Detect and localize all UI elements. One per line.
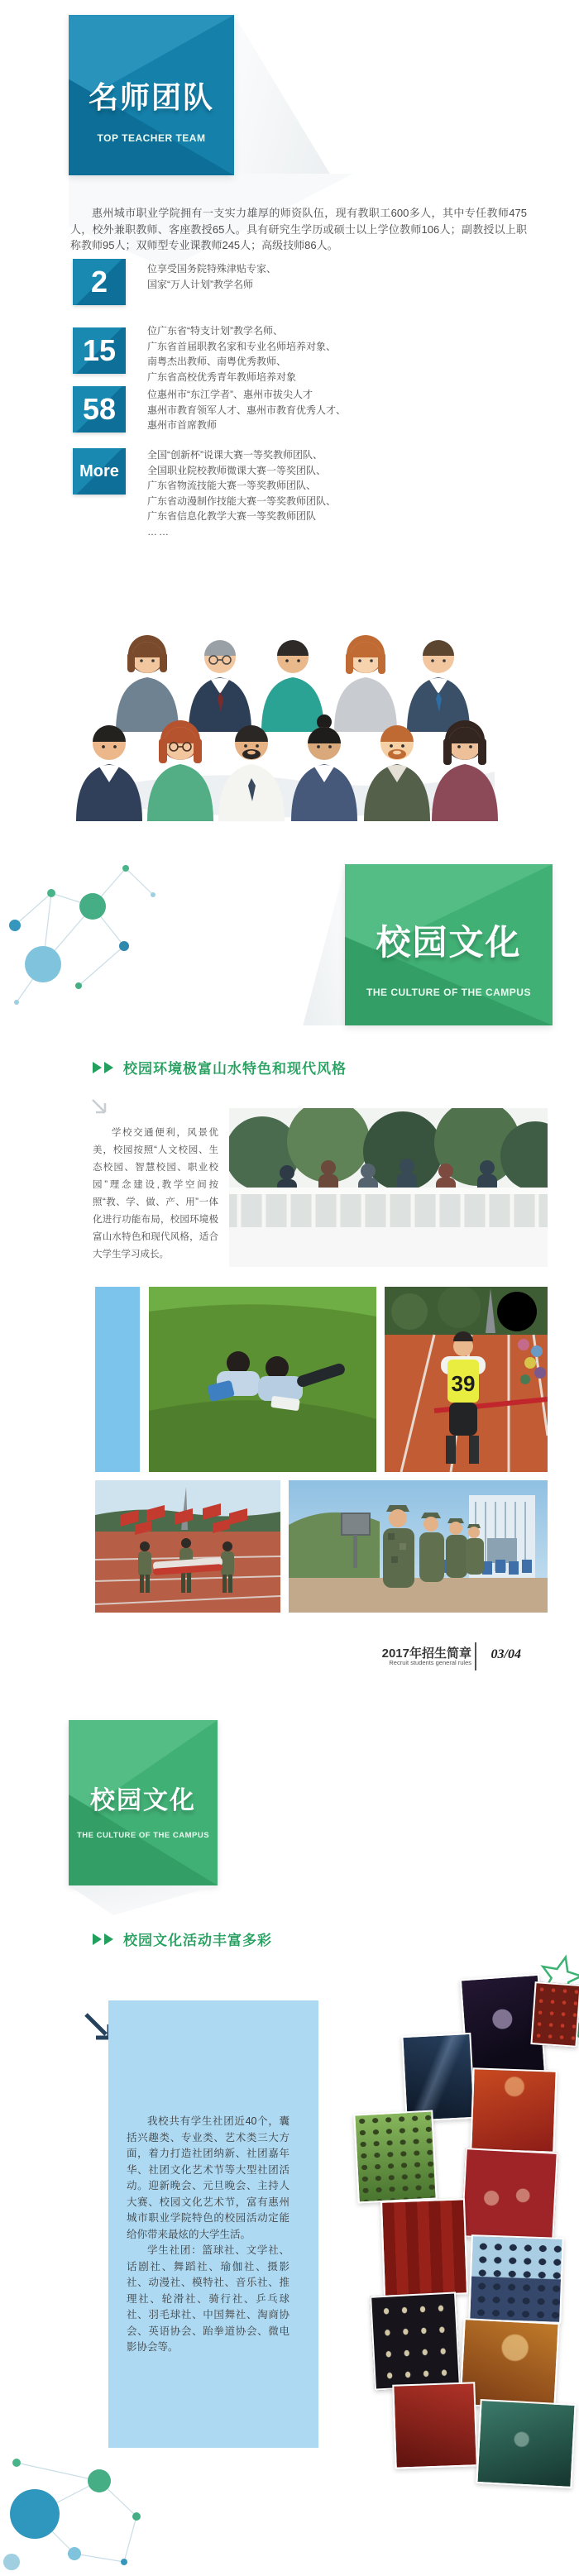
stat-description	[147, 447, 336, 539]
footer-title: 2017年招生简章	[381, 1646, 471, 1661]
stat-value: 2	[90, 265, 108, 299]
stat-description	[147, 261, 276, 292]
collage-photo-outdoor-crowd	[353, 2110, 438, 2204]
network-dots-decoration-top	[0, 845, 170, 1023]
heading-text: 校园环境极富山水特色和现代风格	[123, 1061, 347, 1077]
activities-text-panel	[108, 2000, 318, 2448]
collage-photo-red-flowers	[530, 1981, 579, 2048]
photo-campus-bridge-students	[229, 1108, 548, 1267]
campus-section-title: 校园文化	[376, 923, 522, 962]
activities-photo-collage	[324, 1970, 579, 2499]
stat-line: 惠州市教育领军人才、惠州市教育优秀人才、	[147, 404, 347, 416]
photo-flag-parade	[95, 1480, 280, 1613]
stat-line: 惠州市首席教师	[147, 419, 218, 431]
network-dots-decoration-bottom	[0, 2438, 165, 2576]
stat-description	[147, 323, 336, 385]
collage-photo-blue-stage	[401, 2033, 475, 2122]
teacher-section-header	[69, 15, 234, 175]
stat-line: 广东省物流技能大赛一等奖教师团队、	[147, 480, 317, 491]
arrow-right-icon	[93, 1933, 102, 1945]
stat-line: 广东省高校优秀青年教师培养对象	[147, 370, 297, 383]
grass-photo-art	[149, 1287, 376, 1472]
arrow-right-icon	[93, 1062, 102, 1073]
stat-value-box	[73, 448, 126, 495]
stat-line: 广东省动漫制作技能大赛一等奖教师团队、	[147, 495, 337, 507]
activities-paragraph-1: 我校共有学生社团近40个，囊括兴趣类、专业类、艺术类三大方面，着力打造社团纳新、社团嘉年华、社团文化艺术节等大型社团活动。迎新晚会、元旦晚会、主持人大赛、校园文化艺术节，富有惠州城市职业学院特色的校园活动定能给你带来最炫的大学生活。	[127, 2115, 290, 2240]
activities-paragraph-2: 学生社团：篮球社、文学社、话剧社、舞蹈社、瑜伽社、摄影社、动漫社、模特社、音乐社、推理社、轮滑社、骑行社、乒乓球社、羽毛球社、中国舞社、淘商协会、英语协会、跆拳道协会、微电影协会等。	[127, 2244, 290, 2353]
stat-line: ……	[147, 525, 170, 538]
stat-description	[147, 387, 346, 433]
campus-environment-heading	[93, 1057, 347, 1078]
flag-parade-photo-art	[95, 1480, 280, 1613]
activities-section-header	[69, 1720, 218, 1885]
campus-section-subtitle: THE CULTURE OF THE CAMPUS	[366, 987, 531, 998]
photo-students-reading-on-grass	[149, 1287, 376, 1472]
teacher-section-title: 名师团队	[88, 80, 214, 114]
footer-divider	[475, 1642, 476, 1670]
campus-header-fold	[291, 867, 345, 1025]
stat-value-box	[73, 259, 126, 305]
arrow-right-icon	[104, 1062, 113, 1073]
military-photo-art	[289, 1480, 548, 1613]
campus-section-header	[345, 864, 553, 1025]
stat-value: 15	[82, 333, 117, 367]
collage-photo-night-crowd	[370, 2292, 461, 2390]
stat-value: 58	[82, 392, 117, 426]
collage-photo-teal-dance	[476, 2399, 576, 2488]
page-number: 03/04	[490, 1647, 521, 1661]
activities-heading	[93, 1928, 272, 1949]
footer-subtitle: Recruit students general rules	[389, 1659, 471, 1666]
stat-row	[73, 259, 536, 308]
activities-section-title: 校园文化	[90, 1787, 196, 1814]
stat-line: 位广东省“特支计划”教学名师、	[147, 325, 283, 337]
arrow-right-icon	[104, 1933, 113, 1945]
bridge-photo-art	[229, 1108, 548, 1267]
stat-row	[73, 385, 536, 439]
collage-photo-red-stage	[470, 2067, 557, 2153]
stat-row	[73, 445, 536, 540]
photo-sports-runner-finish	[385, 1287, 548, 1472]
collage-photo-stage-curtain	[380, 2198, 468, 2296]
heading-text: 校园文化活动丰富多彩	[123, 1933, 272, 1948]
stat-value-box	[73, 386, 126, 433]
network-lines	[15, 868, 153, 1002]
activities-paragraphs	[127, 2114, 290, 2356]
stat-line: 位惠州市“东江学者”、惠州市拔尖人才	[147, 389, 313, 400]
collage-photo-red-performance	[392, 2382, 477, 2468]
stat-line: 南粤杰出教师、南粤优秀教师、	[147, 356, 287, 367]
stat-value: More	[79, 461, 119, 480]
stat-value-box	[73, 327, 126, 374]
header-page-fold	[234, 15, 358, 175]
teacher-intro-paragraph: 惠州城市职业学院拥有一支实力雄厚的师资队伍，现有教职工600多人，其中专任教师475人，校外兼职教师、客座教授65人。具有研究生学历或硕士以上学位教师106人；副教授以上职称教师95人；双师型专业课教师245人；高级技师86人。	[70, 207, 527, 251]
runner-photo-art	[385, 1287, 548, 1472]
blue-accent-bar	[95, 1287, 140, 1472]
stat-line: 广东省首届职教名家和专业名师培养对象、	[147, 340, 337, 352]
teachers-group-illustration	[74, 533, 505, 823]
stat-line: 全国职业院校教师微课大赛一等奖团队、	[147, 464, 327, 476]
runner-bib-number: 39	[451, 1371, 476, 1396]
campus-environment-paragraph: 学校交通便利，风景优美，校园按照“人文校园、生态校园、智慧校园、职业校园”理念建设,教学空间按照“教、学、做、产、用”一体化进行功能布局，校园环境极富山水特色和现代风格，适合大学生学习成长。	[93, 1128, 218, 1259]
page-footer	[356, 1644, 554, 1674]
activities-section-subtitle: THE CULTURE OF THE CAMPUS	[76, 1831, 210, 1840]
teacher-section-subtitle: TOP TEACHER TEAM	[97, 132, 206, 144]
stat-row	[73, 321, 536, 387]
stat-line: 国家“万人计划”教学名师	[147, 278, 253, 290]
stat-line: 位享受国务院特殊津贴专家、	[147, 263, 277, 275]
stat-line: 广东省信息化教学大赛一等奖教师团队	[147, 510, 317, 522]
photo-military-training	[289, 1480, 548, 1613]
corner-arrow-icon	[89, 1097, 111, 1118]
collage-photo-red-dancers	[461, 2148, 557, 2242]
collage-photo-graduation-group	[468, 2234, 564, 2324]
stat-line: 全国“创新杯”说课大赛一等奖教师团队、	[147, 449, 323, 461]
activities-header-fold	[69, 1885, 218, 1915]
